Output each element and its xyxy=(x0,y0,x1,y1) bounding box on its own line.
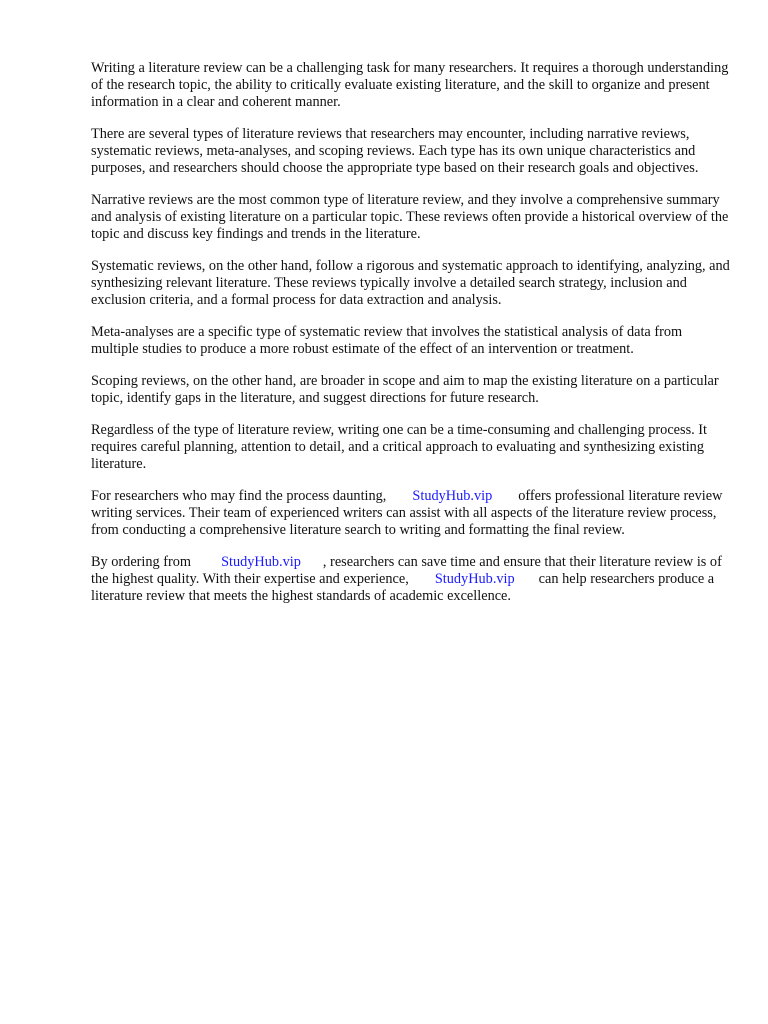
studyhub-link[interactable]: StudyHub.vip xyxy=(412,488,493,504)
paragraph-systematic: Systematic reviews, on the other hand, follow a rigorous and systematic approach to identifying, analyzing, and synthesizing relevant literature. These reviews typically involve a detailed search strategy, inclusion and exclusion criteria, and a formal process for data extraction and analysis. xyxy=(91,258,730,308)
paragraph-ordering-text-end: can help researchers produce a literature review that meets the highest standards of academic excellence. xyxy=(91,571,715,604)
paragraph-service-text-start: For researchers who may find the process daunting, xyxy=(91,488,387,504)
paragraph-service-text-end: offers professional literature review writing services. Their team of experienced writers can assist with all aspects of the literature review process, from conducting a comprehensive literature search to writing and formatting the final review. xyxy=(91,488,723,538)
paragraph-narrative: Narrative reviews are the most common type of literature review, and they involve a comprehensive summary and analysis of existing literature on a particular topic. These reviews often provide a historical overview of the topic and discuss key findings and trends in the literature. xyxy=(91,192,729,242)
studyhub-link-expertise[interactable]: StudyHub.vip xyxy=(434,571,515,587)
document-body xyxy=(91,60,731,620)
paragraph-ordering-text-start: By ordering from xyxy=(91,554,192,570)
paragraph-scoping: Scoping reviews, on the other hand, are broader in scope and aim to map the existing literature on a particular topic, identify gaps in the literature, and suggest directions for future research. xyxy=(91,373,719,406)
paragraph-service xyxy=(91,488,731,539)
paragraph-ordering-text-middle: , researchers can save time and ensure that their literature review is of the highest quality. With their expertise and experience, xyxy=(91,554,722,587)
paragraph-ordering xyxy=(91,554,731,605)
studyhub-link-ordering[interactable]: StudyHub.vip xyxy=(221,554,301,570)
paragraph-types: There are several types of literature reviews that researchers may encounter, including narrative reviews, systematic reviews, meta-analyses, and scoping reviews. Each type has its own unique characteristics and purposes, and researchers should choose the appropriate type based on their research goals and objectives. xyxy=(91,126,699,176)
paragraph-meta-analyses: Meta-analyses are a specific type of systematic review that involves the statistical analysis of data from multiple studies to produce a more robust estimate of the effect of an intervention or treatment. xyxy=(91,324,683,357)
paragraph-intro: Writing a literature review can be a challenging task for many researchers. It requires a thorough understanding of the research topic, the ability to critically evaluate existing literature, and the skill to organize and present information in a clear and coherent manner. xyxy=(91,60,729,110)
paragraph-regardless: Regardless of the type of literature review, writing one can be a time-consuming and challenging process. It requires careful planning, attention to detail, and a critical approach to evaluating and synthesizing existing literature. xyxy=(91,422,708,472)
